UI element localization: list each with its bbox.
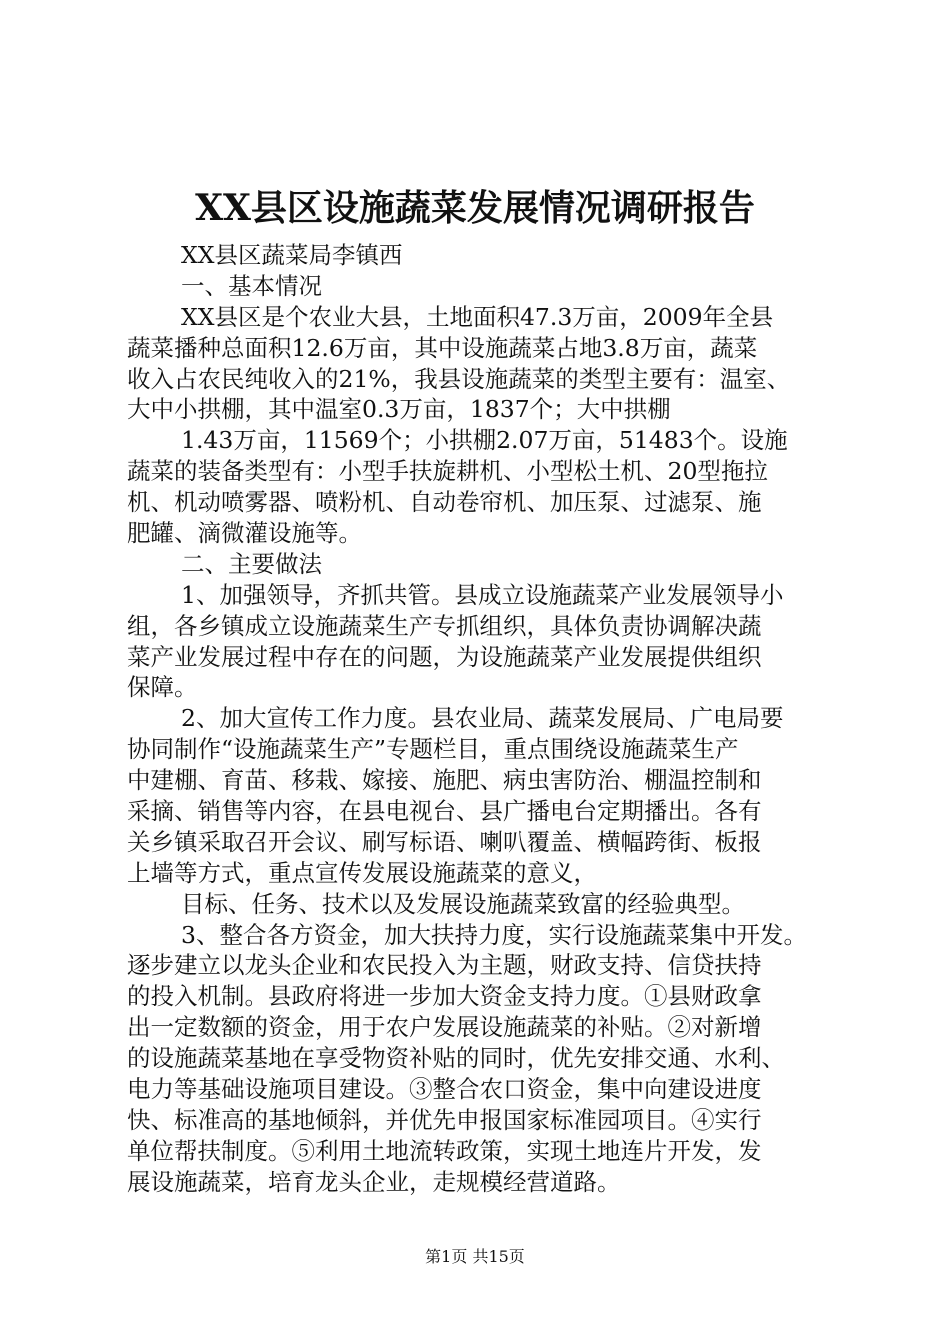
document-body: [127, 240, 827, 1198]
body-line: 1.43万亩，11569个；小拱棚2.07万亩，51483个。设施: [181, 426, 788, 455]
body-line: 2、加大宣传工作力度。县农业局、蔬菜发展局、广电局要: [181, 704, 784, 733]
body-line: 展设施蔬菜，培育龙头企业，走规模经营道路。: [127, 1167, 621, 1196]
body-line: 协同制作“设施蔬菜生产”专题栏目，重点围绕设施蔬菜生产: [127, 735, 739, 764]
body-line: 机、机动喷雾器、喷粉机、自动卷帘机、加压泵、过滤泵、施: [127, 488, 762, 517]
body-line: 肥罐、滴微灌设施等。: [127, 519, 362, 548]
document-title: XX县区设施蔬菜发展情况调研报告: [195, 187, 755, 229]
body-line: 蔬菜的装备类型有：小型手扶旋耕机、小型松土机、20型拖拉: [127, 457, 768, 486]
body-line: XX县区蔬菜局李镇西: [181, 241, 403, 269]
body-line: 关乡镇采取召开会议、刷写标语、喇叭覆盖、横幅跨街、板报: [127, 827, 762, 856]
body-line: XX县区是个农业大县，土地面积47.3万亩，2009年全县: [181, 302, 774, 331]
body-line: 1、加强领导，齐抓共管。县成立设施蔬菜产业发展领导小: [181, 580, 784, 609]
body-line: 收入占农民纯收入的21%，我县设施蔬菜的类型主要有：温室、: [127, 364, 791, 393]
body-line: 上墙等方式，重点宣传发展设施蔬菜的意义，: [127, 858, 597, 887]
body-line: 的投入机制。县政府将进一步加大资金支持力度。①县财政拿: [127, 982, 762, 1011]
body-line: 3、整合各方资金，加大扶持力度，实行设施蔬菜集中开发。: [181, 920, 807, 949]
body-line: 的设施蔬菜基地在享受物资补贴的同时，优先安排交通、水利、: [127, 1044, 785, 1073]
body-line: 出一定数额的资金，用于农户发展设施蔬菜的补贴。②对新增: [127, 1013, 762, 1042]
page-footer: 第1页 共15页: [425, 1247, 525, 1266]
body-line: 保障。: [127, 673, 198, 702]
body-line: 电力等基础设施项目建设。③整合农口资金，集中向建设进度: [127, 1075, 762, 1104]
body-line: 二、主要做法: [181, 549, 322, 578]
body-line: 菜产业发展过程中存在的问题，为设施蔬菜产业发展提供组织: [127, 642, 762, 671]
body-line: 逐步建立以龙头企业和农民投入为主题，财政支持、信贷扶持: [127, 951, 762, 980]
body-line: 中建棚、育苗、移栽、嫁接、施肥、病虫害防治、棚温控制和: [127, 766, 762, 795]
body-line: 采摘、销售等内容，在县电视台、县广播电台定期播出。各有: [127, 797, 762, 826]
body-line: 一、基本情况: [181, 271, 322, 300]
body-line: 快、标准高的基地倾斜，并优先申报国家标准园项目。④实行: [127, 1105, 762, 1134]
body-line: 单位帮扶制度。⑤利用土地流转政策，实现土地连片开发，发: [127, 1136, 762, 1165]
body-line: 大中小拱棚，其中温室0.3万亩，1837个；大中拱棚: [127, 395, 671, 424]
body-line: 组，各乡镇成立设施蔬菜生产专抓组织，具体负责协调解决蔬: [127, 611, 762, 640]
body-line: 目标、任务、技术以及发展设施蔬菜致富的经验典型。: [181, 889, 745, 918]
body-line: 蔬菜播种总面积12.6万亩，其中设施蔬菜占地3.8万亩，蔬菜: [127, 333, 758, 362]
